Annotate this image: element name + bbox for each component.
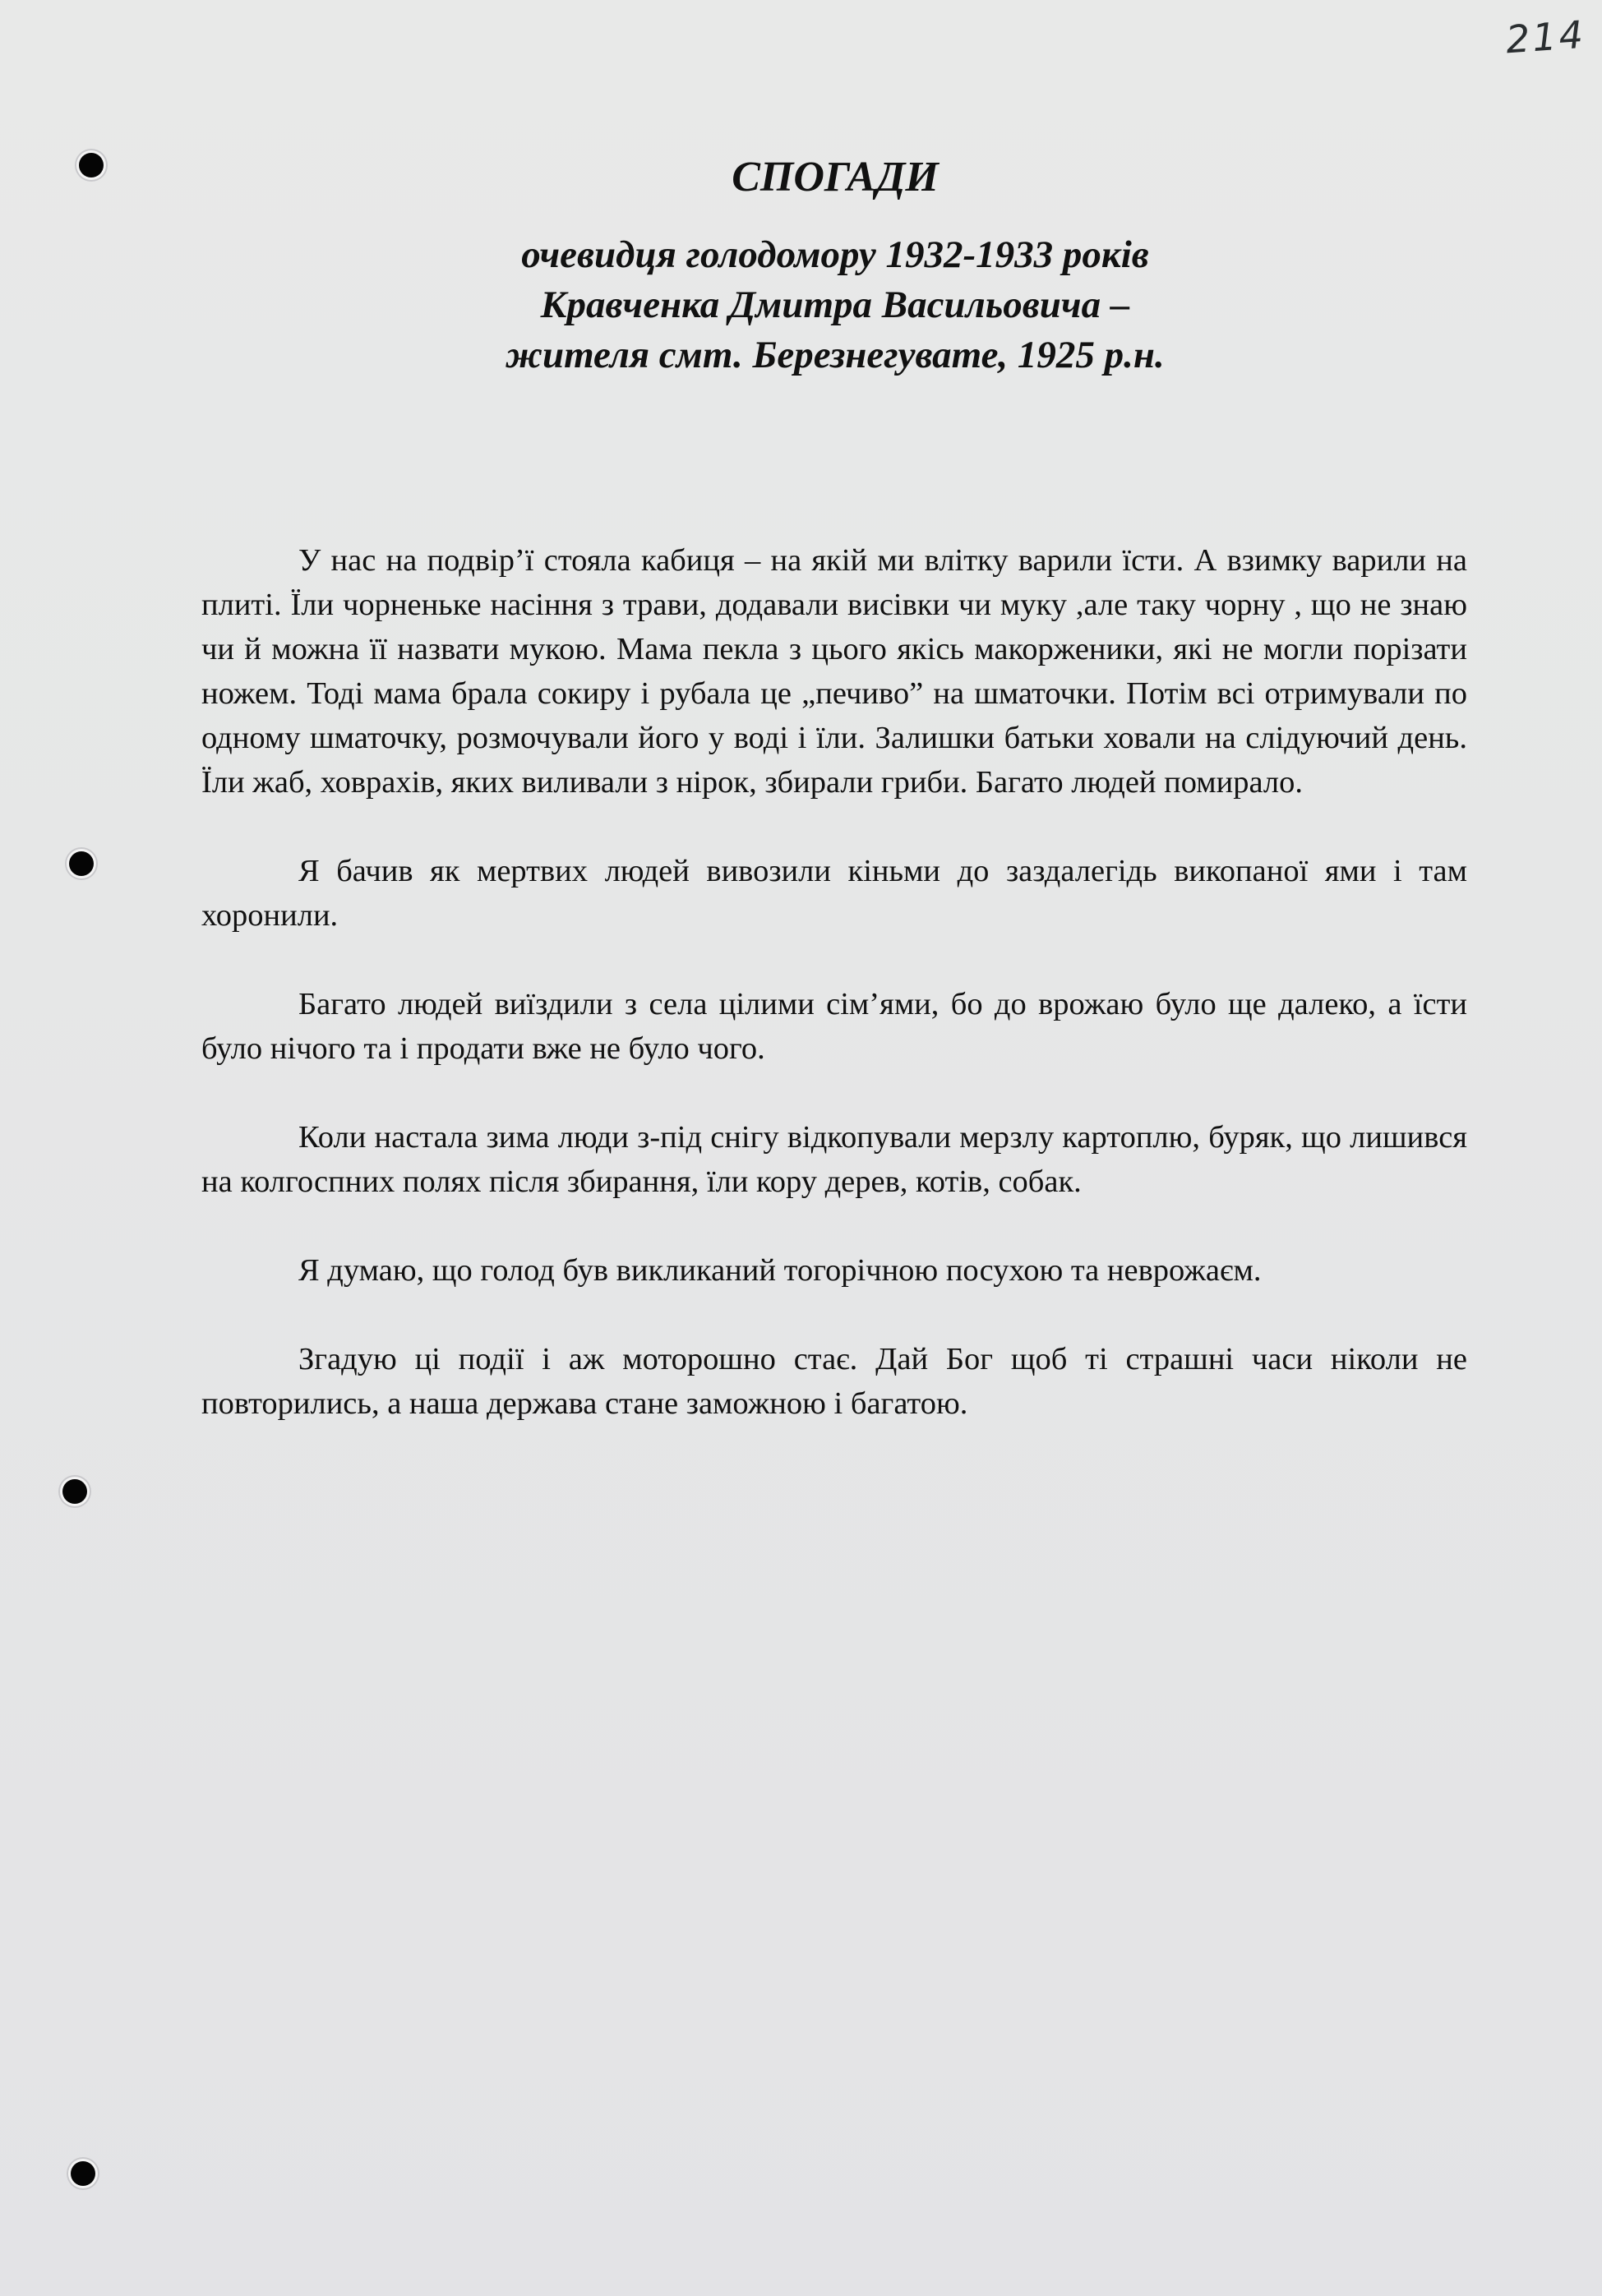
paragraph: У нас на подвір’ї стояла кабиця – на якій ми влітку варили їсти. А взимку варили на плиті. Їли чорненьке насіння з трави, додавали висівки чи муку ,але таку чорну , що не знаю чи й можна її назвати мукою. Мама пекла з цього якісь макорженики, які не могли порізати ножем. Тоді мама брала сокиру і рубала це „печиво” на шматочки. Потім всі отримували по одному шматочку, розмочували його у воді і їли. Залишки батьки ховали на слідуючий день. Їли жаб, ховрахів, яких виливали з нірок, збирали гриби. Багато людей помирало. [201,543,1467,800]
handwritten-page-number: 214 [1504,12,1587,62]
paragraph: Коли настала зима люди з-під снігу відкопували мерзлу картоплю, буряк, що лишився на колгоспних полях після збирання, їли кору дерев, котів, собак. [201,1120,1467,1199]
paragraph: Згадую ці події і аж моторошно стає. Дай Бог щоб ті страшні часи ніколи не повторились, а наша держава стане заможною і багатою. [201,1342,1467,1421]
punch-hole [69,851,94,876]
document-title: СПОГАДИ [732,154,939,201]
subtitle-line: очевидця голодомору 1932-1933 років [521,233,1149,276]
subtitle-line: Кравченка Дмитра Васильовича – [540,284,1130,326]
punch-hole [71,2161,95,2186]
document-subtitle [0,230,1602,380]
document-body [201,538,1467,1470]
punch-hole [62,1479,87,1504]
paragraph: Я думаю, що голод був викликаний тогорічною посухою та неврожаєм. [298,1253,1262,1288]
paragraph: Я бачив як мертвих людей вивозили кіньми до заздалегідь викопаної ями і там хоронили. [201,854,1467,933]
subtitle-line: жителя смт. Березнегувате, 1925 р.н. [506,334,1165,376]
paragraph: Багато людей виїздили з села цілими сім’ями, бо до врожаю було ще далеко, а їсти було нічого та і продати вже не було чого. [201,987,1467,1066]
